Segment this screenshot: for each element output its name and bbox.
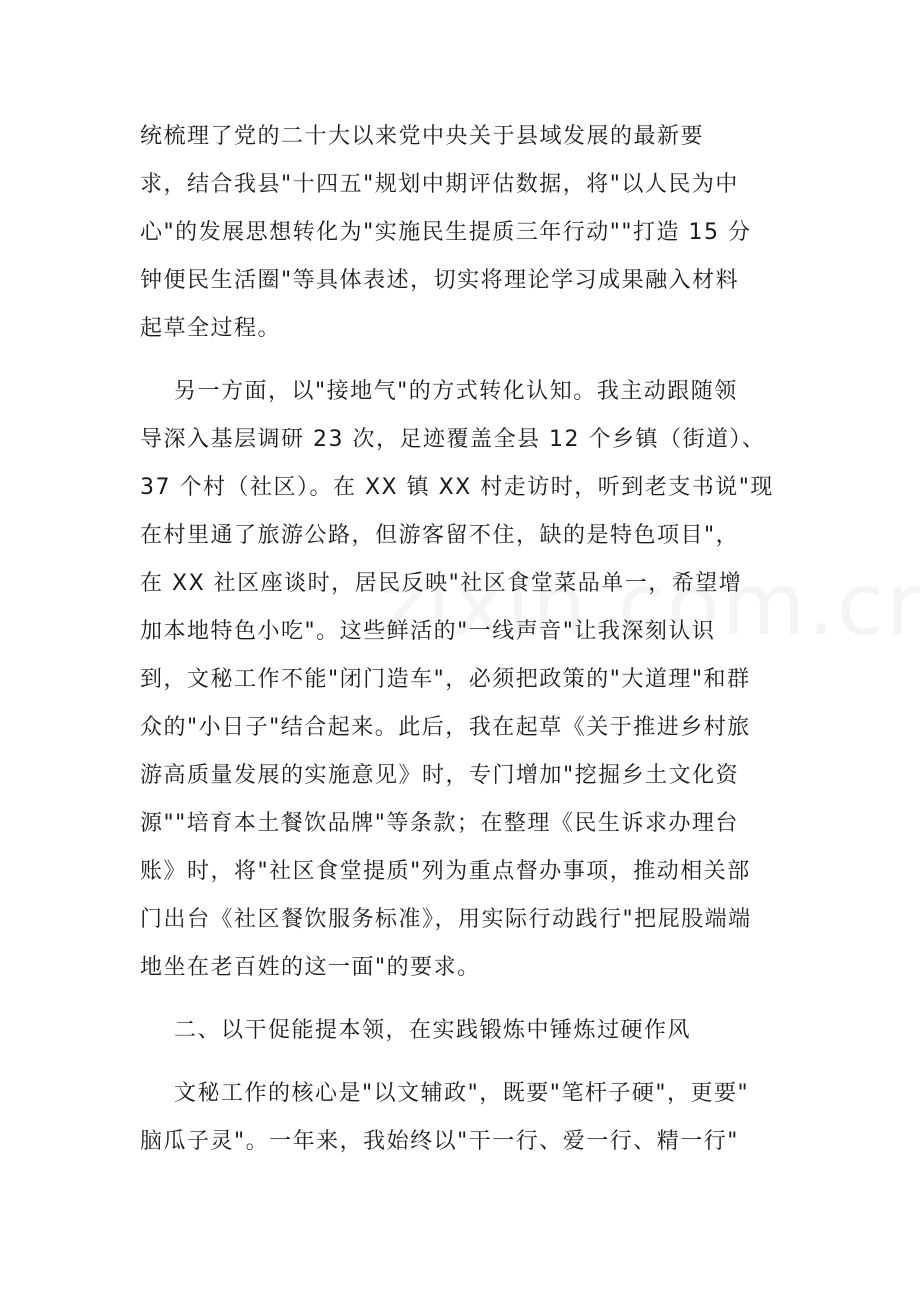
text-line: 到，文秘工作不能"闭门造车"，必须把政策的"大道理"和群 [140, 667, 751, 692]
text-line: 游高质量发展的实施意见》时，专门增加"挖掘乡土文化资 [140, 763, 740, 788]
text-line: 源""培育本土餐饮品牌"等条款；在整理《民生诉求办理台 [140, 811, 739, 836]
text-line: 账》时，将"社区食堂提质"列为重点督办事项，推动相关部 [140, 859, 751, 884]
heading-line: 二、以干促能提本领，在实践锻炼中锤炼过硬作风 [140, 1018, 691, 1043]
text-line: 门出台《社区餐饮服务标准》，用实际行动践行"把屁股端端 [140, 907, 752, 932]
text-line: 求，结合我县"十四五"规划中期评估数据，将"以人民为中 [140, 172, 739, 197]
paragraph-1 [140, 113, 780, 353]
paragraph-2 [140, 368, 780, 992]
text-line: 心"的发展思想转化为"实施民生提质三年行动""打造 15 分 [140, 220, 752, 245]
paragraph-gap [140, 992, 780, 1007]
text-line: 脑瓜子灵"。一年来，我始终以"干一行、爱一行、精一行" [140, 1129, 739, 1154]
paragraph-gap [140, 1055, 780, 1070]
section-heading [140, 1007, 780, 1055]
text-line: 导深入基层调研 23 次，足迹覆盖全县 12 个乡镇（街道）、 [140, 427, 766, 452]
text-line: 另一方面，以"接地气"的方式转化认知。我主动跟随领 [140, 379, 738, 404]
text-line: 加本地特色小吃"。这些鲜活的"一线声音"让我深刻认识 [140, 619, 716, 644]
text-line: 统梳理了党的二十大以来党中央关于县域发展的最新要 [140, 124, 705, 149]
text-line: 钟便民生活圈"等具体表述，切实将理论学习成果融入材料 [140, 268, 740, 293]
paragraph-gap [140, 353, 780, 368]
text-line: 众的"小日子"结合起来。此后，我在起草《关于推进乡村旅 [140, 715, 751, 740]
text-line: 起草全过程。 [140, 316, 282, 341]
document-body [140, 113, 780, 1166]
text-line: 在 XX 社区座谈时，居民反映"社区食堂菜品单一，希望增 [140, 571, 743, 596]
paragraph-3 [140, 1070, 780, 1166]
text-line: 37 个村（社区）。在 XX 镇 XX 村走访时，听到老支书说"现 [140, 475, 774, 500]
text-line: 地坐在老百姓的这一面"的要求。 [140, 955, 481, 980]
text-line: 文秘工作的核心是"以文辅政"，既要"笔杆子硬"，更要" [140, 1081, 750, 1106]
text-line: 在村里通了旅游公路，但游客留不住，缺的是特色项目"， [140, 523, 740, 548]
